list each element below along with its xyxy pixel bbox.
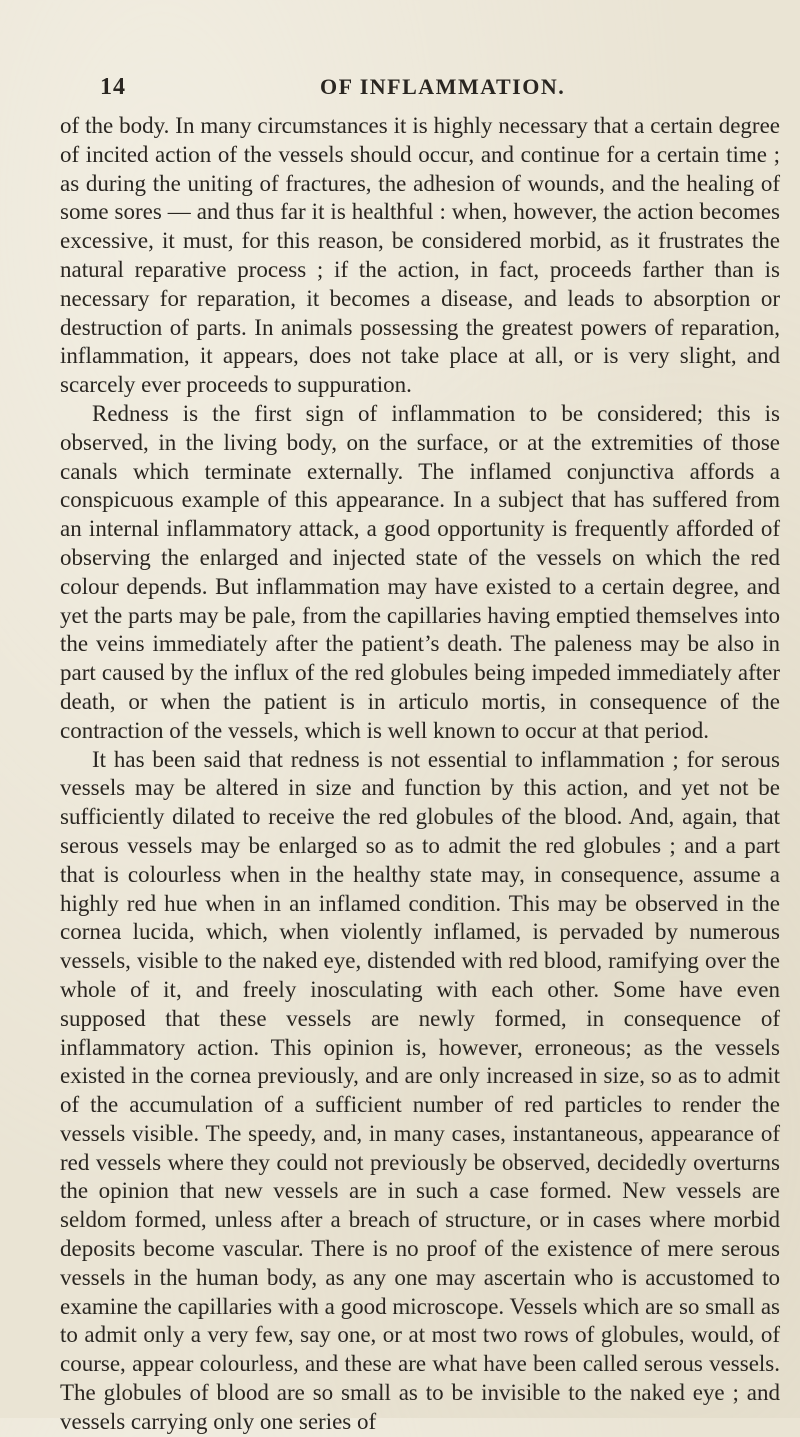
paragraph: of the body. In many circumstances it is highly necessary that a certain degree of incited action of the vessels should occur, and continue for a certain time ; as during the uniting of fractures, the adhesion of wounds, and the healing of some sores — and thus far it is healthful : when, however, the action becomes excessive, it must, for this reason, be considered morbid, as it frustrates the natural reparative process ; if the action, in fact, proceeds farther than is necessary for reparation, it becomes a disease, and leads to absorption or destruction of parts. In animals possessing the greatest powers of reparation, inflammation, it appears, does not take place at all, or is very slight, and scarcely ever proceeds to suppuration.: [60, 113, 780, 398]
running-title: OF INFLAMMATION.: [320, 74, 566, 99]
running-head: [100, 74, 780, 110]
body-text: [60, 112, 780, 1437]
paragraph: Redness is the first sign of inflammation to be considered; this is observed, in the living body, on the surface, or at the extremities of those canals which terminate externally. The inflamed conjunctiva affords a conspicuous example of this appearance. In a subject that has suffered from an internal inflammatory attack, a good opportunity is frequently afforded of observing the enlarged and injected state of the vessels on which the red colour depends. But inflammation may have existed to a certain degree, and yet the parts may be pale, from the capillaries having emptied themselves into the veins immediately after the patient’s death. The paleness may be also in part caused by the influx of the red globules being impeded immediately after death, or when the patient is in articulo mortis, in consequence of the contraction of the vessels, which is well known to occur at that period.: [60, 400, 780, 743]
paragraph: It has been said that redness is not essential to inflammation ; for serous vessels may be altered in size and function by this action, and yet not be sufficiently dilated to receive the red globules of the blood. And, again, that serous vessels may be enlarged so as to admit the red globules ; and a part that is colourless when in the healthy state may, in consequence, assume a highly red hue when in an inflamed condition. This may be observed in the cornea lucida, which, when violently inflamed, is pervaded by numerous vessels, visible to the naked eye, distended with red blood, ramifying over the whole of it, and freely inosculating with each other. Some have even supposed that these vessels are newly formed, in consequence of inflammatory action. This opinion is, however, erroneous; as the vessels existed in the cornea previously, and are only increased in size, so as to admit of the accumulation of a sufficient number of red particles to render the vessels visible. The speedy, and, in many cases, instantaneous, appearance of red vessels where they could not previously be observed, decidedly overturns the opinion that new vessels are in such a case formed. New vessels are seldom formed, unless after a breach of structure, or in cases where morbid deposits become vascular. There is no proof of the existence of mere serous vessels in the human body, as any one may ascertain who is accustomed to examine the capillaries with a good microscope. Vessels which are so small as to admit only a very few, say one, or at most two rows of globules, would, of course, appear colourless, and these are what have been called serous vessels. The globules of blood are so small as to be invisible to the naked eye ; and vessels carrying only one series of: [60, 746, 780, 1434]
page-number: 14: [100, 74, 126, 100]
